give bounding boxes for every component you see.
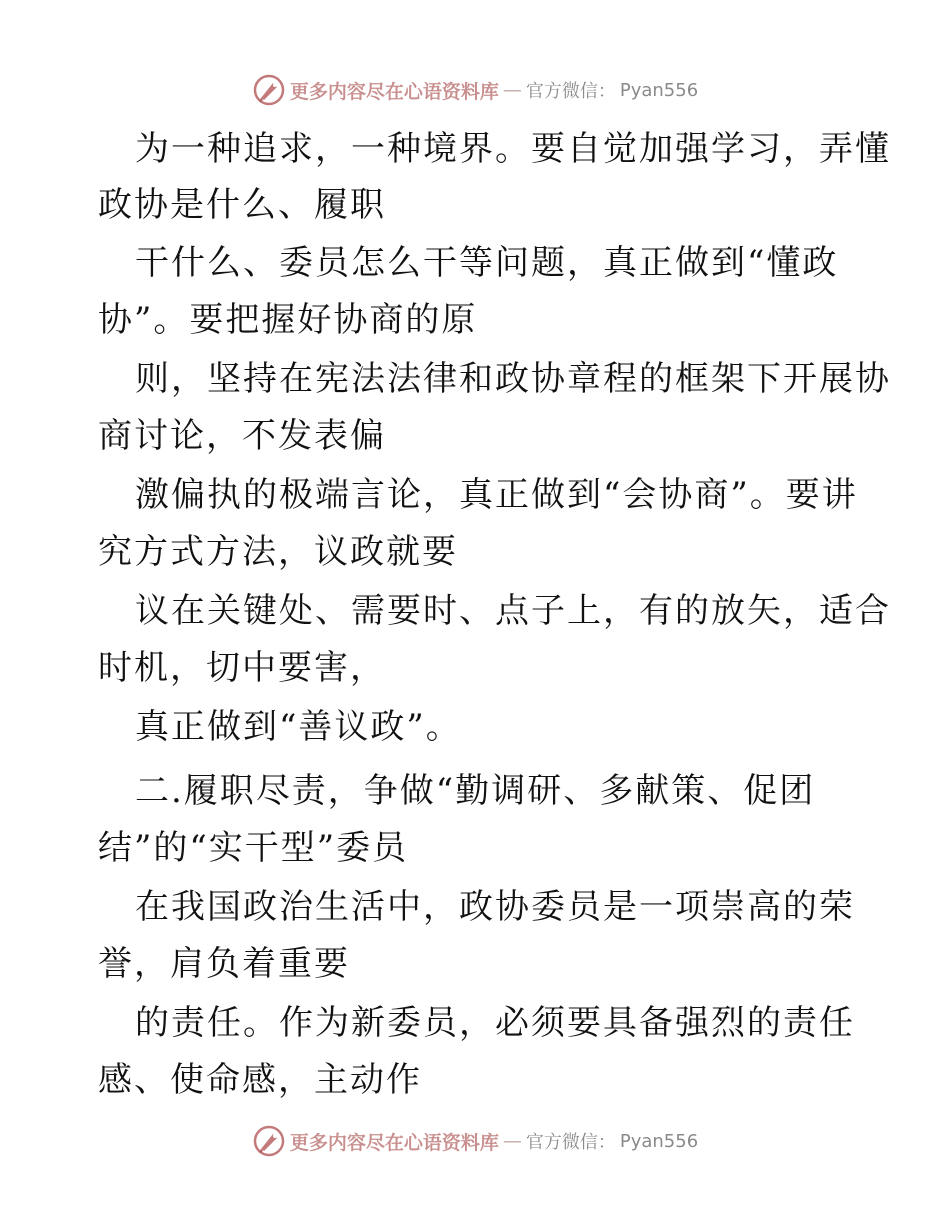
body-line: 真正做到“善议政”。 [135,707,462,747]
watermark-separator: — [502,79,522,101]
watermark-contact-label: 官方微信： [525,81,616,102]
body-line: 究方式方法，议政就要 [98,532,458,572]
body-line: 协”。要把握好协商的原 [98,300,478,340]
body-line: 商讨论，不发表偏 [98,416,386,456]
watermark-separator: — [502,1130,522,1152]
body-line: 则，坚持在宪法法律和政协章程的框架下开展协 [135,359,891,399]
pen-nib-logo-icon [252,1124,286,1158]
body-line: 结”的“实干型”委员 [98,828,409,868]
watermark-contact-id: Pyan556 [619,1130,699,1152]
footer-watermark [0,1121,950,1161]
body-line: 的责任。作为新委员，必须要具备强烈的责任 [135,1003,855,1043]
watermark-contact-id: Pyan556 [619,79,699,101]
header-watermark [0,70,950,110]
body-line: 二.履职尽责，争做“勤调研、多献策、促团 [135,771,816,811]
body-line: 干什么、委员怎么干等问题，真正做到“懂政 [135,243,839,283]
watermark-brand-text: 更多内容尽在心语资料库 [289,80,499,103]
watermark-brand-text: 更多内容尽在心语资料库 [289,1131,499,1154]
pen-nib-logo-icon [252,73,286,107]
body-line: 时机，切中要害， [98,648,386,688]
body-line: 感、使命感，主动作 [98,1060,422,1100]
body-line: 激偏执的极端言论，真正做到“会协商”。要讲 [135,475,858,515]
body-line: 誉，肩负着重要 [98,944,350,984]
body-line: 政协是什么、履职 [98,185,386,225]
body-line: 为一种追求，一种境界。要自觉加强学习，弄懂 [135,129,891,169]
body-line: 议在关键处、需要时、点子上，有的放矢，适合 [135,591,891,631]
body-line: 在我国政治生活中，政协委员是一项崇高的荣 [135,887,855,927]
watermark-contact-label: 官方微信： [525,1132,616,1153]
